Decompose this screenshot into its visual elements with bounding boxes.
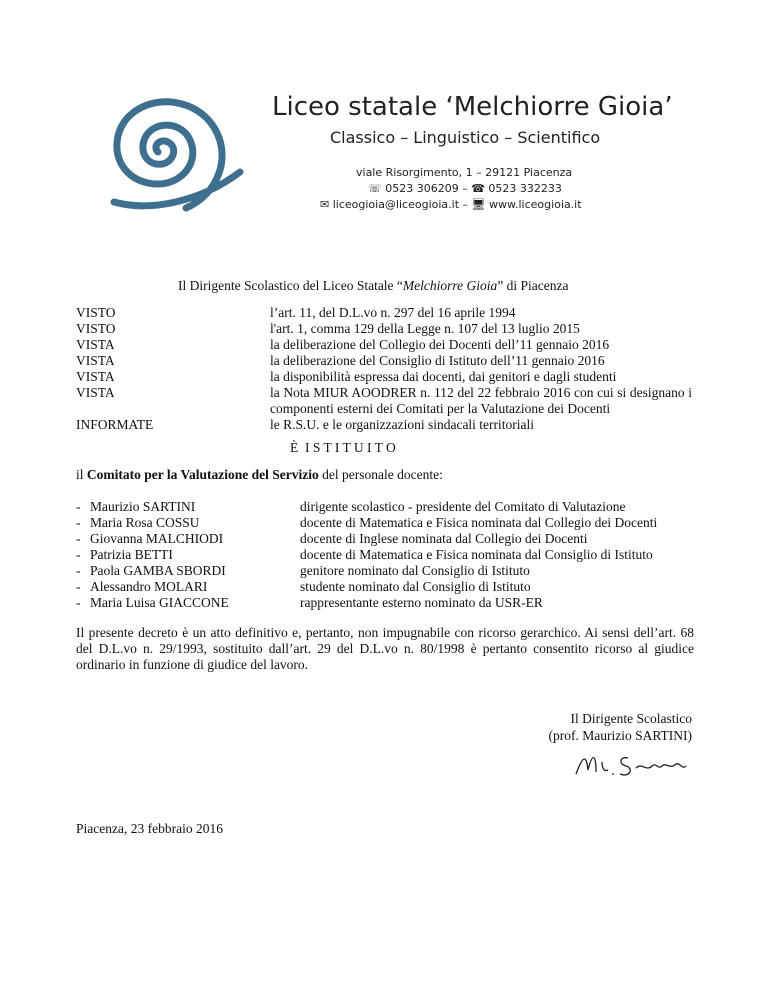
school-subtitle: Classico – Linguistico – Scientifico xyxy=(330,128,601,147)
premise-label: INFORMATE xyxy=(76,417,154,432)
school-email-web: ✉ liceogioia@liceogioia.it – 🖥 www.liceogioia.it xyxy=(320,198,582,211)
member-name: Patrizia BETTI xyxy=(90,547,173,562)
member-role: dirigente scolastico - presidente del Comitato di Valutazione xyxy=(300,499,626,514)
intro-text: Il Dirigente Scolastico del Liceo Statale “ xyxy=(178,278,403,293)
premise-text: le R.S.U. e le organizzazioni sindacali territoriali xyxy=(270,417,535,432)
premise-text: componenti esterni dei Comitati per la Valutazione dei Docenti xyxy=(270,401,611,416)
premise-label: VISTA xyxy=(76,337,115,352)
member-row: - Giovanna MALCHIODI docente di Inglese nominata dal Collegio dei Docenti xyxy=(76,531,588,546)
member-row: - Maria Rosa COSSU docente di Matematica e Fisica nominata dal Collegio dei Docenti xyxy=(76,515,658,530)
member-role: docente di Matematica e Fisica nominata dal Consiglio di Istituto xyxy=(300,547,653,562)
signature-title: Il Dirigente Scolastico xyxy=(570,711,692,726)
member-row: - Maria Luisa GIACCONE rappresentante esterno nominato da USR-ER xyxy=(76,595,543,610)
school-name: Liceo statale ‘Melchiorre Gioia’ xyxy=(272,92,673,122)
member-role: studente nominato dal Consiglio di Istituto xyxy=(300,579,531,594)
committee-name: Comitato per la Valutazione del Servizio xyxy=(86,467,319,482)
premise-text: l’art. 11, del D.L.vo n. 297 del 16 aprile 1994 xyxy=(270,305,516,320)
member-role: rappresentante esterno nominato da USR-ER xyxy=(300,595,543,610)
handwritten-signature xyxy=(572,748,692,780)
premise-row xyxy=(76,369,616,385)
member-role: docente di Inglese nominata dal Collegio dei Docenti xyxy=(300,531,588,546)
member-name: Maurizio SARTINI xyxy=(90,499,196,514)
closing-paragraph: Il presente decreto è un atto definitivo e, pertanto, non impugnabile con ricorso gerarchico. Ai sensi dell’art. 68 del D.L.vo n. 29/1993, sostituito dall’art. 29 del D.L.vo n. 80/1998 è pertanto consentito ricorso al giudice ordinario in funzione di giudice del lavoro. xyxy=(76,625,694,672)
spiral-logo xyxy=(90,90,250,220)
premise-row xyxy=(76,401,610,417)
committee-line xyxy=(76,467,443,483)
document-date: Piacenza, 23 febbraio 2016 xyxy=(76,821,223,836)
premise-label: VISTO xyxy=(76,321,116,336)
premise-label: VISTA xyxy=(76,353,115,368)
premise-text: la deliberazione del Consiglio di Istituto dell’11 gennaio 2016 xyxy=(270,353,605,368)
premise-row xyxy=(76,337,609,353)
premise-text: l'art. 1, comma 129 della Legge n. 107 del 13 luglio 2015 xyxy=(270,321,580,336)
premise-text: la deliberazione del Collegio dei Docenti dell’11 gennaio 2016 xyxy=(270,337,610,352)
premise-row xyxy=(76,417,534,433)
premise-label: VISTA xyxy=(76,385,115,400)
intro-line xyxy=(178,278,569,294)
school-phone-fax: ☏ 0523 306209 – ☎ 0523 332233 xyxy=(368,182,562,195)
premise-label: VISTA xyxy=(76,369,115,384)
school-address: viale Risorgimento, 1 – 29121 Piacenza xyxy=(356,166,573,179)
member-row: - Paola GAMBA SBORDI genitore nominato dal Consiglio di Istituto xyxy=(76,563,530,578)
member-row: - Patrizia BETTI docente di Matematica e Fisica nominata dal Consiglio di Istituto xyxy=(76,547,653,562)
committee-prefix: il xyxy=(76,467,87,482)
member-name: Paola GAMBA SBORDI xyxy=(90,563,226,578)
premise-row xyxy=(76,353,605,369)
decree-heading: È I S T I T U I T O xyxy=(290,440,396,455)
signature-name: (prof. Maurizio SARTINI) xyxy=(548,728,692,743)
premise-label: VISTO xyxy=(76,305,116,320)
intro-text-end: ” di Piacenza xyxy=(497,278,569,293)
member-name: Maria Rosa COSSU xyxy=(90,515,200,530)
premise-row xyxy=(76,321,580,337)
member-name: Giovanna MALCHIODI xyxy=(90,531,224,546)
premise-row xyxy=(76,385,692,401)
premise-text: la Nota MIUR AOODRER n. 112 del 22 febbraio 2016 con cui si designano i xyxy=(270,385,692,400)
member-role: docente di Matematica e Fisica nominata dal Collegio dei Docenti xyxy=(300,515,658,530)
member-row: - Maurizio SARTINI dirigente scolastico - presidente del Comitato di Valutazione xyxy=(76,499,626,514)
committee-suffix: del personale docente: xyxy=(318,467,443,482)
member-role: genitore nominato dal Consiglio di Istituto xyxy=(300,563,530,578)
premise-text: la disponibilità espressa dai docenti, dai genitori e dagli studenti xyxy=(270,369,617,384)
member-row: - Alessandro MOLARI studente nominato dal Consiglio di Istituto xyxy=(76,579,531,594)
member-name: Maria Luisa GIACCONE xyxy=(90,595,229,610)
premise-row xyxy=(76,305,515,321)
member-name: Alessandro MOLARI xyxy=(90,579,208,594)
intro-school: Melchiorre Gioia xyxy=(402,278,498,293)
